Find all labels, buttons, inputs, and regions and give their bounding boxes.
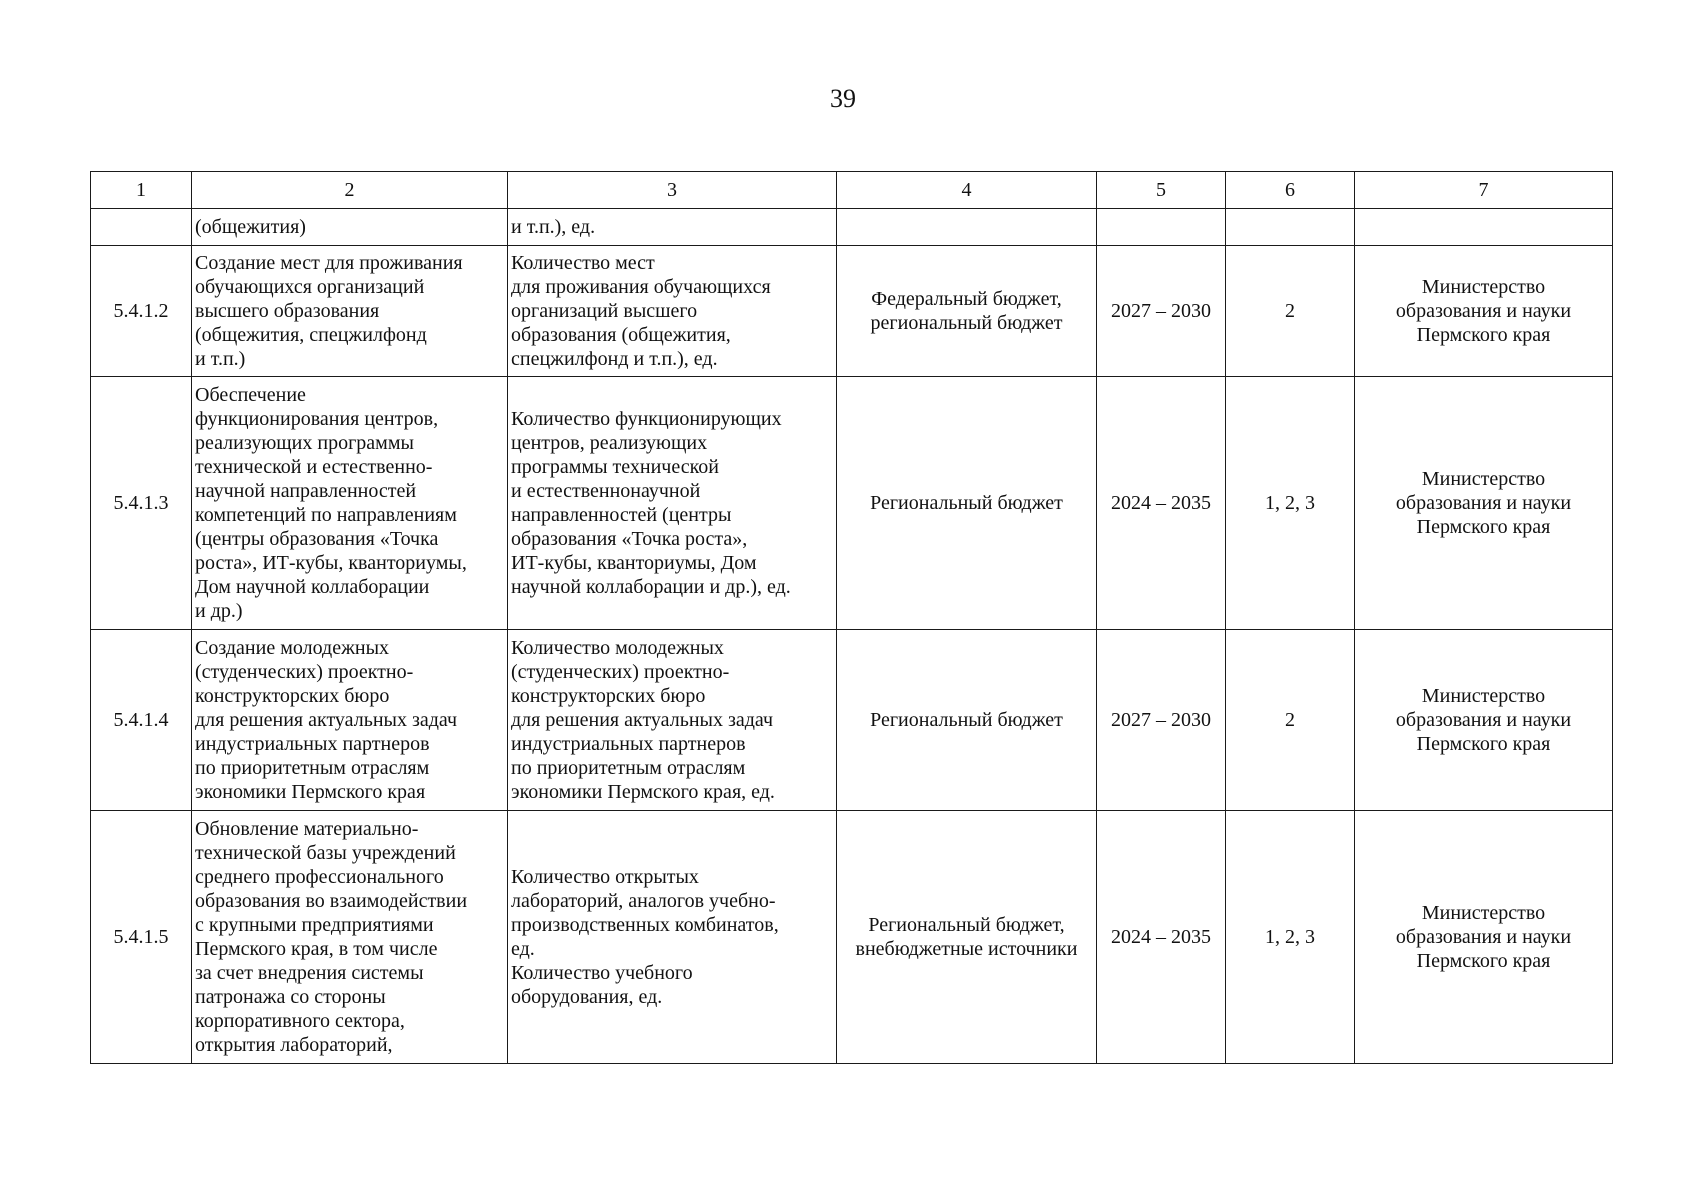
row-number: 5.4.1.4 <box>91 630 192 811</box>
responsible: Министерство образования и науки Пермского края <box>1355 246 1613 377</box>
measure-name: Создание мест для проживания обучающихся организаций высшего образования (общежития, спецжилфонд и т.п.) <box>192 246 508 377</box>
row-number: 5.4.1.2 <box>91 246 192 377</box>
measures-table <box>90 171 1613 1064</box>
table-row <box>91 377 1613 630</box>
indicator: и т.п.), ед. <box>508 209 837 246</box>
funding-source: Региональный бюджет <box>837 377 1097 630</box>
row-number: 5.4.1.5 <box>91 811 192 1064</box>
tasks <box>1226 209 1355 246</box>
column-header: 6 <box>1226 172 1355 209</box>
measure-name: Создание молодежных (студенческих) проектно- конструкторских бюро для решения актуальных задач индустриальных партнеров по приоритетным отраслям экономики Пермского края <box>192 630 508 811</box>
table-row-continuation <box>91 209 1613 246</box>
indicator: Количество мест для проживания обучающихся организаций высшего образования (общежития, спецжилфонд и т.п.), ед. <box>508 246 837 377</box>
indicator: Количество молодежных (студенческих) проектно- конструкторских бюро для решения актуальных задач индустриальных партнеров по приоритетным отраслям экономики Пермского края, ед. <box>508 630 837 811</box>
responsible: Министерство образования и науки Пермского края <box>1355 377 1613 630</box>
indicator: Количество функционирующих центров, реализующих программы технической и естественнонаучной направленностей (центры образования «Точка роста», ИТ-кубы, кванториумы, Дом научной коллаборации и др.), ед. <box>508 377 837 630</box>
page-number: 39 <box>830 84 856 113</box>
column-header: 2 <box>192 172 508 209</box>
row-number: 5.4.1.3 <box>91 377 192 630</box>
funding-source: Региональный бюджет <box>837 630 1097 811</box>
period: 2024 – 2035 <box>1097 377 1226 630</box>
measure-name: (общежития) <box>192 209 508 246</box>
column-header: 5 <box>1097 172 1226 209</box>
table-row <box>91 811 1613 1064</box>
column-header: 7 <box>1355 172 1613 209</box>
column-header: 1 <box>91 172 192 209</box>
row-number <box>91 209 192 246</box>
funding-source: Федеральный бюджет, региональный бюджет <box>837 246 1097 377</box>
tasks: 1, 2, 3 <box>1226 811 1355 1064</box>
header-row <box>91 172 1613 209</box>
measure-name: Обновление материально- технической базы учреждений среднего профессионального образования во взаимодействии с крупными предприятиями Пермского края, в том числе за счет внедрения системы патронажа со стороны корпоративного сектора, открытия лабораторий, <box>192 811 508 1064</box>
responsible <box>1355 209 1613 246</box>
tasks: 2 <box>1226 630 1355 811</box>
funding-source: Региональный бюджет, внебюджетные источники <box>837 811 1097 1064</box>
period: 2027 – 2030 <box>1097 630 1226 811</box>
funding-source <box>837 209 1097 246</box>
period <box>1097 209 1226 246</box>
table-row <box>91 246 1613 377</box>
period: 2027 – 2030 <box>1097 246 1226 377</box>
indicator: Количество открытых лабораторий, аналогов учебно- производственных комбинатов, ед. Количество учебного оборудования, ед. <box>508 811 837 1064</box>
responsible: Министерство образования и науки Пермского края <box>1355 811 1613 1064</box>
table-row <box>91 630 1613 811</box>
column-header: 3 <box>508 172 837 209</box>
tasks: 1, 2, 3 <box>1226 377 1355 630</box>
tasks: 2 <box>1226 246 1355 377</box>
responsible: Министерство образования и науки Пермского края <box>1355 630 1613 811</box>
period: 2024 – 2035 <box>1097 811 1226 1064</box>
measure-name: Обеспечение функционирования центров, реализующих программы технической и естественно- научной направленностей компетенций по направлениям (центры образования «Точка роста», ИТ-кубы, кванториумы, Дом научной коллаборации и др.) <box>192 377 508 630</box>
column-header: 4 <box>837 172 1097 209</box>
